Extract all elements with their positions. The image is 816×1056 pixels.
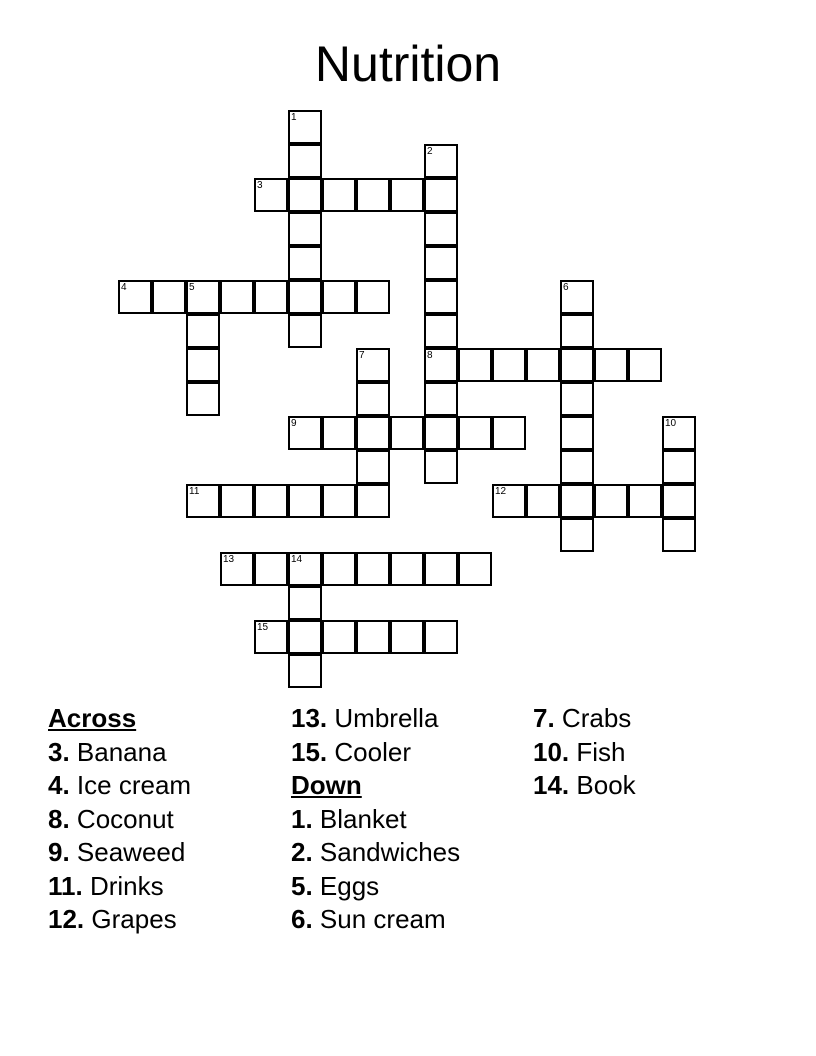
clue-across-9 [48, 836, 191, 870]
grid-cell[interactable] [424, 382, 458, 416]
clue-num: 7. [533, 703, 555, 733]
clue-num: 8. [48, 803, 70, 834]
grid-cell[interactable] [628, 484, 662, 518]
down-heading: Down [291, 770, 362, 800]
clue-number: 6 [563, 282, 569, 293]
grid-cell[interactable] [594, 484, 628, 518]
clue-num: 9. [48, 837, 70, 867]
grid-cell[interactable] [424, 144, 458, 178]
grid-cell[interactable] [560, 314, 594, 348]
grid-cell[interactable] [424, 314, 458, 348]
grid-cell[interactable] [186, 484, 220, 518]
clue-down-1 [291, 803, 460, 837]
grid-cell[interactable] [356, 382, 390, 416]
clue-num: 14. [533, 770, 570, 800]
clue-num: 1. [291, 803, 313, 834]
grid-cell[interactable] [220, 484, 254, 518]
clue-num: 13. [291, 703, 328, 733]
clue-across-13 [291, 702, 460, 736]
grid-cell[interactable] [186, 280, 220, 314]
clue-num: 5. [291, 870, 313, 901]
grid-cell[interactable] [424, 212, 458, 246]
clue-down-14 [533, 769, 636, 803]
clue-text: Coconut [76, 803, 174, 834]
clue-number: 4 [121, 282, 127, 293]
puzzle-title: Nutrition [314, 36, 502, 92]
clue-text: Blanket [319, 803, 407, 834]
grid-cell[interactable] [288, 654, 322, 688]
clue-text: Drinks [89, 870, 164, 901]
grid-cell[interactable] [288, 212, 322, 246]
grid-cell[interactable] [560, 280, 594, 314]
clue-text: Fish [576, 736, 626, 767]
clue-column [533, 702, 636, 803]
grid-cell[interactable] [424, 552, 458, 586]
clue-text: Seaweed [76, 837, 186, 867]
grid-cell[interactable] [356, 484, 390, 518]
clue-num: 12. [48, 904, 85, 934]
clue-text: Cooler [334, 736, 411, 767]
clue-number: 7 [359, 350, 365, 361]
grid-cell[interactable] [424, 178, 458, 212]
clue-down-2 [291, 836, 460, 870]
grid-cell[interactable] [186, 382, 220, 416]
grid-cell[interactable] [628, 348, 662, 382]
grid-cell[interactable] [288, 484, 322, 518]
grid-cell[interactable] [254, 620, 288, 654]
clue-text: Grapes [91, 904, 177, 934]
clue-across-15 [291, 736, 460, 770]
grid-cell[interactable] [390, 620, 424, 654]
clue-num: 3. [48, 736, 70, 767]
grid-cell[interactable] [424, 450, 458, 484]
grid-cell[interactable] [288, 552, 322, 586]
grid-cell[interactable] [594, 348, 628, 382]
clue-down-5 [291, 870, 460, 904]
clue-number: 11 [189, 486, 200, 497]
grid-cell[interactable] [356, 280, 390, 314]
grid-cell[interactable] [458, 416, 492, 450]
grid-cell[interactable] [322, 416, 356, 450]
grid-cell[interactable] [424, 246, 458, 280]
grid-cell[interactable] [424, 348, 458, 382]
grid-cell[interactable] [186, 314, 220, 348]
clue-number: 10 [665, 418, 677, 429]
grid-cell[interactable] [458, 552, 492, 586]
clue-number: 1 [291, 112, 297, 123]
clue-number: 2 [427, 146, 433, 157]
grid-cell[interactable] [356, 552, 390, 586]
grid-cell[interactable] [356, 620, 390, 654]
grid-cell[interactable] [560, 518, 594, 552]
clue-number: 15 [257, 622, 269, 633]
grid-cell[interactable] [492, 484, 526, 518]
clue-number: 9 [291, 418, 297, 429]
grid-cell[interactable] [288, 246, 322, 280]
grid-cell[interactable] [356, 178, 390, 212]
clue-text: Book [576, 770, 636, 800]
grid-cell[interactable] [560, 416, 594, 450]
grid-cell[interactable] [662, 518, 696, 552]
grid-cell[interactable] [526, 348, 560, 382]
grid-cell[interactable] [662, 450, 696, 484]
grid-cell[interactable] [254, 484, 288, 518]
grid-cell[interactable] [424, 416, 458, 450]
clue-number: 12 [495, 486, 507, 497]
grid-cell[interactable] [560, 382, 594, 416]
grid-cell[interactable] [288, 314, 322, 348]
grid-cell[interactable] [322, 280, 356, 314]
clue-across-8 [48, 803, 191, 837]
clue-text: Crabs [561, 703, 632, 733]
grid-cell[interactable] [288, 280, 322, 314]
grid-cell[interactable] [186, 348, 220, 382]
grid-cell[interactable] [220, 280, 254, 314]
grid-cell[interactable] [288, 144, 322, 178]
grid-cell[interactable] [390, 178, 424, 212]
clue-down-6 [291, 903, 460, 937]
grid-cell[interactable] [118, 280, 152, 314]
grid-cell[interactable] [390, 416, 424, 450]
clue-text: Sun cream [319, 904, 446, 934]
grid-cell[interactable] [288, 178, 322, 212]
clue-text: Ice cream [76, 770, 192, 800]
clue-text: Sandwiches [319, 837, 461, 867]
grid-cell[interactable] [356, 450, 390, 484]
grid-cell[interactable] [560, 484, 594, 518]
clue-num: 4. [48, 770, 70, 800]
grid-cell[interactable] [254, 178, 288, 212]
clue-num: 6. [291, 904, 313, 934]
grid-cell[interactable] [288, 620, 322, 654]
grid-cell[interactable] [220, 552, 254, 586]
grid-cell[interactable] [288, 416, 322, 450]
clue-text: Eggs [319, 870, 380, 901]
grid-cell[interactable] [662, 484, 696, 518]
clue-number: 14 [291, 554, 303, 565]
grid-cell[interactable] [560, 348, 594, 382]
grid-cell[interactable] [458, 348, 492, 382]
clue-across-3 [48, 736, 191, 770]
clue-across-12 [48, 903, 191, 937]
clue-num: 11. [48, 870, 83, 901]
grid-cell[interactable] [526, 484, 560, 518]
grid-cell[interactable] [288, 110, 322, 144]
clue-column [291, 702, 460, 937]
clue-text: Umbrella [334, 703, 439, 733]
grid-cell[interactable] [662, 416, 696, 450]
grid-cell[interactable] [492, 416, 526, 450]
grid-cell[interactable] [424, 620, 458, 654]
grid-cell[interactable] [322, 552, 356, 586]
grid-cell[interactable] [322, 484, 356, 518]
across-heading: Across [48, 703, 137, 733]
grid-cell[interactable] [288, 586, 322, 620]
grid-cell[interactable] [152, 280, 186, 314]
clue-down-10 [533, 736, 636, 770]
clue-num: 15. [291, 736, 328, 767]
grid-cell[interactable] [560, 450, 594, 484]
grid-cell[interactable] [356, 348, 390, 382]
clue-number: 5 [189, 282, 195, 293]
grid-cell[interactable] [492, 348, 526, 382]
clue-across-4 [48, 769, 191, 803]
clue-number: 8 [427, 350, 433, 361]
clue-across-11 [48, 870, 191, 904]
grid-cell[interactable] [322, 620, 356, 654]
clue-down-7 [533, 702, 636, 736]
clue-num: 2. [291, 837, 313, 867]
clue-column [48, 702, 191, 937]
grid-cell[interactable] [254, 552, 288, 586]
clue-text: Banana [76, 736, 167, 767]
grid-cell[interactable] [356, 416, 390, 450]
clue-number: 13 [223, 554, 235, 565]
grid-cell[interactable] [390, 552, 424, 586]
clue-num: 10. [533, 736, 570, 767]
grid-cell[interactable] [254, 280, 288, 314]
grid-cell[interactable] [424, 280, 458, 314]
grid-cell[interactable] [322, 178, 356, 212]
clue-number: 3 [257, 180, 263, 191]
